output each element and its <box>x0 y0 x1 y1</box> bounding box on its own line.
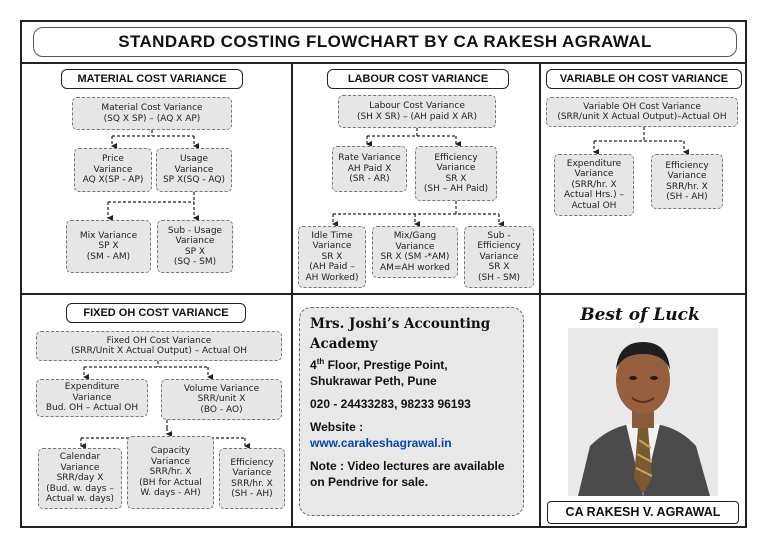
academy-address-line-1: 4th Floor, Prestige Point, <box>310 357 448 372</box>
variable-oh-cost-variance-box: Variable OH Cost Variance (SRR/unit X Actual Output)–Actual OH <box>546 97 738 127</box>
usage-variance-box: Usage Variance SP X(SQ - AQ) <box>156 148 232 192</box>
variable-oh-efficiency-variance-box: Efficiency Variance SRR/hr. X (SH - AH) <box>651 154 723 209</box>
website-link[interactable]: www.carakeshagrawal.in <box>310 436 452 450</box>
best-of-luck-text: Best of Luck <box>580 305 700 325</box>
fixed-oh-expenditure-variance-box: Expenditure Variance Bud. OH – Actual OH <box>36 379 148 417</box>
fixed-oh-cost-variance-box: Fixed OH Cost Variance (SRR/Unit X Actual Output) – Actual OH <box>36 331 282 361</box>
calendar-variance-box: Calendar Variance SRR/day X (Bud. w. days – Actual w. days) <box>38 448 122 509</box>
mix-gang-variance-box: Mix/Gang Variance SR X (SM -*AM) AM=AH worked <box>372 226 458 278</box>
volume-variance-box: Volume Variance SRR/unit X (BO - AO) <box>161 379 282 420</box>
author-portrait-photo <box>568 328 718 496</box>
section-heading-variable-oh: VARIABLE OH COST VARIANCE <box>546 69 742 89</box>
capacity-variance-box: Capacity Variance SRR/hr. X (BH for Actual W. days - AH) <box>127 436 214 509</box>
price-variance-box: Price Variance AQ X(SP - AP) <box>74 148 152 192</box>
website-label: Website : <box>310 420 364 434</box>
academy-info-box <box>299 307 524 516</box>
academy-address-line-2: Shukrawar Peth, Pune <box>310 374 437 388</box>
academy-phone: 020 - 24433283, 98233 96193 <box>310 397 471 411</box>
labour-cost-variance-box: Labour Cost Variance (SH X SR) – (AH paid X AR) <box>338 95 496 128</box>
author-name-plate: CA RAKESH V. AGRAWAL <box>547 501 739 524</box>
rate-variance-box: Rate Variance AH Paid X (SR - AR) <box>332 146 407 192</box>
section-heading-labour: LABOUR COST VARIANCE <box>327 69 509 89</box>
idle-time-variance-box: Idle Time Variance SR X (AH Paid – AH Worked) <box>298 226 366 288</box>
section-heading-material: MATERIAL COST VARIANCE <box>61 69 243 89</box>
fixed-oh-efficiency-variance-box: Efficiency Variance SRR/hr. X (SH - AH) <box>219 448 285 509</box>
sub-efficiency-variance-box: Sub - Efficiency Variance SR X (SH - SM) <box>464 226 534 288</box>
page-title: STANDARD COSTING FLOWCHART BY CA RAKESH AGRAWAL <box>33 27 737 57</box>
material-cost-variance-box: Material Cost Variance (SQ X SP) – (AQ X AP) <box>72 97 232 130</box>
material-mix-variance-box: Mix Variance SP X (SM - AM) <box>66 220 151 273</box>
pendrive-note: Note : Video lectures are available on Pendrive for sale. <box>310 459 505 489</box>
variable-oh-expenditure-variance-box: Expenditure Variance (SRR/hr. X Actual Hrs.) – Actual OH <box>554 154 634 216</box>
section-heading-fixed-oh: FIXED OH COST VARIANCE <box>66 303 246 323</box>
labour-efficiency-variance-box: Efficiency Variance SR X (SH – AH Paid) <box>415 146 497 201</box>
material-sub-usage-variance-box: Sub - Usage Variance SP X (SQ - SM) <box>157 220 233 273</box>
academy-name: Mrs. Joshi’s Accounting Academy <box>310 316 491 352</box>
